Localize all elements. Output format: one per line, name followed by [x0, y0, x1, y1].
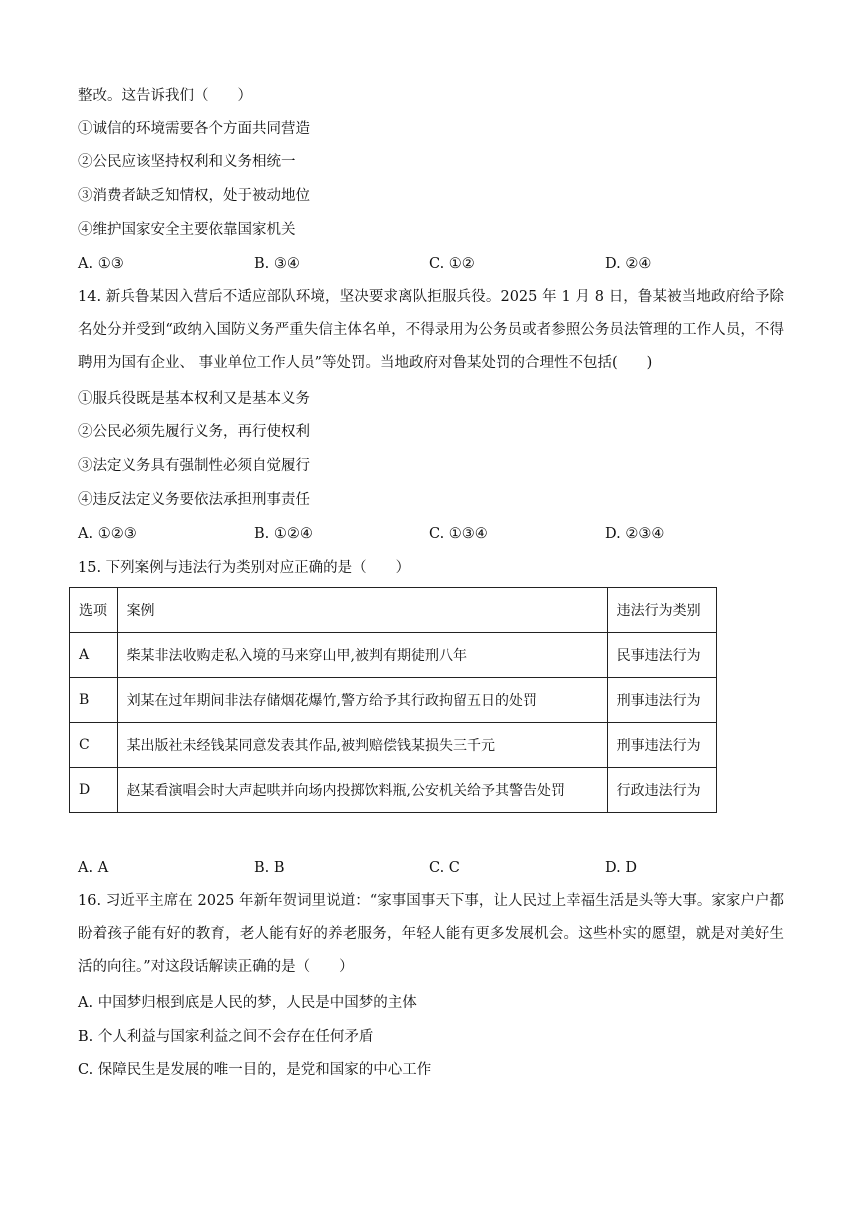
q16-choice-a: A. 中国梦归根到底是人民的梦，人民是中国梦的主体 [78, 995, 417, 1011]
q13-options [78, 254, 784, 274]
q13-stem-end: 整改。这告诉我们（ ） [78, 88, 252, 104]
q16-choice-b: B. 个人利益与国家利益之间不会存在任何矛盾 [78, 1029, 374, 1045]
table-row [70, 678, 717, 723]
q13-option-d: D. ②④ [605, 256, 652, 272]
table-cell: B [70, 678, 118, 723]
q15-option-c: C. C [429, 860, 460, 876]
table-header-row [70, 588, 717, 633]
table-cell: D [70, 768, 118, 813]
q13-statement-1: ①诚信的环境需要各个方面共同营造 [78, 121, 310, 137]
table-cell: C [70, 723, 118, 768]
q15-option-b: B. B [254, 860, 285, 876]
q16-choice-c: C. 保障民生是发展的唯一目的，是党和国家的中心工作 [78, 1062, 432, 1078]
table-row [70, 768, 717, 813]
table-header-cell: 案例 [117, 588, 607, 633]
q13-option-b: B. ③④ [254, 256, 300, 272]
table-cell: 刘某在过年期间非法存储烟花爆竹,警方给予其行政拘留五日的处罚 [117, 678, 607, 723]
q15-option-a: A. A [78, 860, 109, 876]
q15-option-d: D. D [605, 860, 637, 876]
table-cell: 赵某看演唱会时大声起哄并向场内投掷饮料瓶,公安机关给予其警告处罚 [117, 768, 607, 813]
table-header-cell: 违法行为类别 [607, 588, 716, 633]
q14-option-a: A. ①②③ [78, 526, 137, 542]
table-cell: 刑事违法行为 [607, 723, 716, 768]
q14-statement-2: ②公民必须先履行义务，再行使权利 [78, 424, 310, 440]
q14-option-b: B. ①②④ [254, 526, 313, 542]
q13-option-a: A. ①③ [78, 256, 124, 272]
table-row [70, 723, 717, 768]
q14-options [78, 524, 784, 544]
q14-statement-3: ③法定义务具有强制性必须自觉履行 [78, 458, 310, 474]
q13-option-c: C. ①② [429, 256, 475, 272]
q16-stem: 16. 习近平主席在 2025 年新年贺词里说道：“家事国事天下事，让人民过上幸福生活是头等大事。家家户户都盼着孩子能有好的教育，老人能有好的养老服务，年轻人能有更多发展机会。这些朴实的愿望，就是对美好生活的向往。”对这段话解读正确的是（ ） [78, 893, 784, 975]
table-cell: A [70, 633, 118, 678]
q13-statement-4: ④维护国家安全主要依靠国家机关 [78, 222, 296, 238]
table-cell: 柴某非法收购走私入境的马来穿山甲,被判有期徒刑八年 [117, 633, 607, 678]
q14-statement-4: ④违反法定义务要依法承担刑事责任 [78, 492, 310, 508]
q13-statement-3: ③消费者缺乏知情权，处于被动地位 [78, 188, 310, 204]
q14-statement-1: ①服兵役既是基本权利又是基本义务 [78, 391, 310, 407]
q14-option-c: C. ①③④ [429, 526, 488, 542]
table-header-cell: 选项 [70, 588, 118, 633]
table-row [70, 633, 717, 678]
q15-stem: 15. 下列案例与违法行为类别对应正确的是（ ） [78, 560, 411, 576]
q15-case-table [69, 587, 717, 813]
table-cell: 行政违法行为 [607, 768, 716, 813]
q14-stem: 14. 新兵鲁某因入营后不适应部队环境，坚决要求离队拒服兵役。2025 年 1 月 8 日，鲁某被当地政府给予除名处分并受到“政纳入国防义务严重失信主体名单，不得录用为公务员或者参照公务员法管理的工作人员，不得聘用为国有企业、 事业单位工作人员”等处罚。当地政府对鲁某处罚的合理性不包括( ) [78, 289, 784, 371]
q13-statement-2: ②公民应该坚持权利和义务相统一 [78, 154, 296, 170]
table-cell: 刑事违法行为 [607, 678, 716, 723]
table-cell: 民事违法行为 [607, 633, 716, 678]
q15-options [78, 858, 784, 878]
table-cell: 某出版社未经钱某同意发表其作品,被判赔偿钱某损失三千元 [117, 723, 607, 768]
q14-option-d: D. ②③④ [605, 526, 665, 542]
